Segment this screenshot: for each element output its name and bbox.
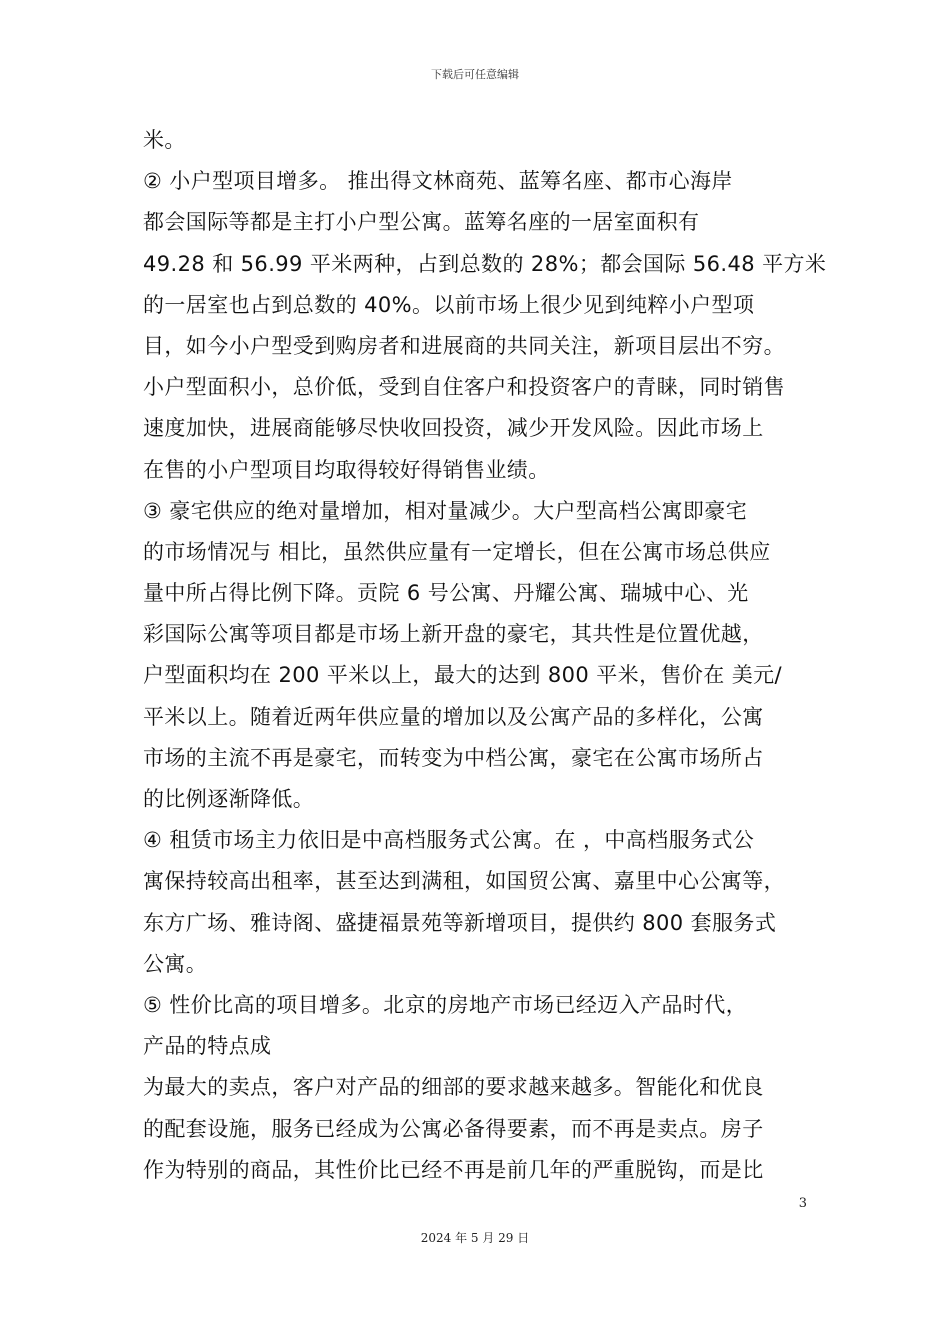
page-footer-date: 2024 年 5 月 29 日 [420,1231,530,1245]
text-line: 户型面积均在 200 平米以上，最大的达到 800 平米，售价在 美元/ [143,663,783,688]
text-line: ④ 租赁市场主力依旧是中高档服务式公寓。在 ，中高档服务式公 [143,828,755,853]
text-line: ② 小户型项目增多。 推出得文林商苑、蓝筹名座、都市心海岸 [143,169,733,194]
page-header: 下载后可任意编辑 [431,68,519,81]
text-line: 产品的特点成 [143,1034,272,1059]
text-line: 的市场情况与 相比，虽然供应量有一定增长，但在公寓市场总供应 [143,539,771,564]
page-number: 3 [798,1196,807,1211]
text-line: 作为特别的商品，其性价比已经不再是前几年的严重脱钩，而是比 [143,1157,764,1182]
text-line: 的配套设施，服务已经成为公寓必备得要素，而不再是卖点。房子 [143,1116,764,1141]
text-line: 寓保持较高出租率，甚至达到满租，如国贸公寓、嘉里中心公寓等， [143,869,785,894]
text-line: 平米以上。随着近两年供应量的增加以及公寓产品的多样化，公寓 [143,704,764,729]
text-line: 目，如今小户型受到购房者和进展商的共同关注，新项目层出不穷。 [143,333,785,358]
text-line: 的一居室也占到总数的 40%。以前市场上很少见到纯粹小户型项 [143,292,755,317]
text-line: 为最大的卖点，客户对产品的细部的要求越来越多。智能化和优良 [143,1075,764,1100]
text-line: 量中所占得比例下降。贡院 6 号公寓、丹耀公寓、瑞城中心、光 [143,581,749,606]
text-line: 米。 [143,128,186,152]
text-line: 49.28 和 56.99 平米两种，占到总数的 28%；都会国际 56.48 平方米 [143,251,827,276]
text-line: 速度加快，进展商能够尽快收回投资，减少开发风险。因此市场上 [143,416,764,441]
text-line: 的比例逐渐降低。 [143,787,315,811]
text-line: ③ 豪宅供应的绝对量增加，相对量减少。大户型高档公寓即豪宅 [143,498,748,523]
text-line: 小户型面积小，总价低，受到自住客户和投资客户的青睐，同时销售 [143,375,785,400]
text-line: 东方广场、雅诗阁、盛捷福景苑等新增项目，提供约 800 套服务式 [143,910,777,935]
text-line: 在售的小户型项目均取得较好得销售业绩。 [143,457,550,482]
text-line: 公寓。 [143,951,208,976]
body-text [143,120,827,1191]
text-line: ⑤ 性价比高的项目增多。北京的房地产市场已经迈入产品时代， [143,992,748,1017]
text-line: 都会国际等都是主打小户型公寓。蓝筹名座的一居室面积有 [143,210,700,235]
text-line: 彩国际公寓等项目都是市场上新开盘的豪宅，其共性是位置优越， [143,622,764,647]
text-line: 市场的主流不再是豪宅，而转变为中档公寓，豪宅在公寓市场所占 [143,745,764,770]
